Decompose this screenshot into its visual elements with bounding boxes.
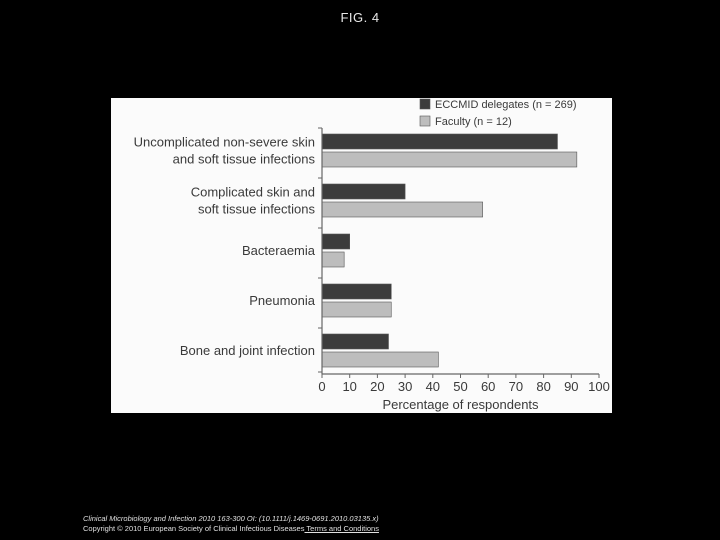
bar-delegates-1 [322, 184, 405, 199]
x-tick-label: 100 [588, 379, 610, 394]
bar-faculty-3 [322, 302, 391, 317]
legend-label-delegates: ECCMID delegates (n = 269) [435, 99, 577, 111]
copyright-text: Copyright © 2010 European Society of Clinical Infectious Diseases [83, 524, 305, 533]
terms-link[interactable]: Terms and Conditions [304, 524, 379, 533]
category-label: Pneumonia [249, 293, 315, 308]
bar-faculty-0 [322, 152, 577, 167]
bar-faculty-1 [322, 202, 483, 217]
x-tick-label: 90 [564, 379, 579, 394]
category-label: Complicated skin and [190, 184, 315, 200]
bar-delegates-3 [322, 284, 391, 299]
figure-title: FIG. 4 [340, 10, 380, 25]
x-tick-label: 60 [480, 379, 496, 394]
x-axis-title: Percentage of respondents [382, 397, 539, 412]
x-tick-label: 70 [508, 379, 524, 394]
x-tick-label: 80 [536, 379, 551, 394]
legend-swatch-delegates [420, 99, 430, 109]
legend-swatch-faculty [420, 116, 430, 126]
citation-line [83, 514, 379, 524]
footer [83, 514, 379, 534]
bar-delegates-4 [322, 334, 388, 349]
bar-faculty-4 [322, 352, 438, 367]
x-tick-label: 10 [342, 379, 357, 394]
bar-chart [111, 98, 612, 413]
bar-delegates-0 [322, 134, 557, 149]
bar-faculty-2 [322, 252, 344, 267]
bar-delegates-2 [322, 234, 350, 249]
x-tick-label: 40 [425, 379, 441, 394]
chart-panel [111, 98, 612, 413]
x-tick-label: 0 [318, 379, 326, 394]
copyright-line [83, 524, 379, 534]
category-label: Bone and joint infection [179, 343, 315, 358]
category-label: Uncomplicated non-severe skin [133, 134, 315, 150]
citation-text: Clinical Microbiology and Infection 2010 163-300 OI: (10.1111/j.1469-0691.2010.03135.x) [83, 514, 379, 523]
category-label: and soft tissue infections [172, 151, 315, 167]
x-tick-label: 20 [370, 379, 385, 394]
x-tick-label: 30 [397, 379, 413, 394]
legend-label-faculty: Faculty (n = 12) [435, 116, 512, 128]
category-label: soft tissue infections [197, 201, 315, 217]
x-tick-label: 50 [453, 379, 468, 394]
category-label: Bacteraemia [242, 243, 315, 258]
